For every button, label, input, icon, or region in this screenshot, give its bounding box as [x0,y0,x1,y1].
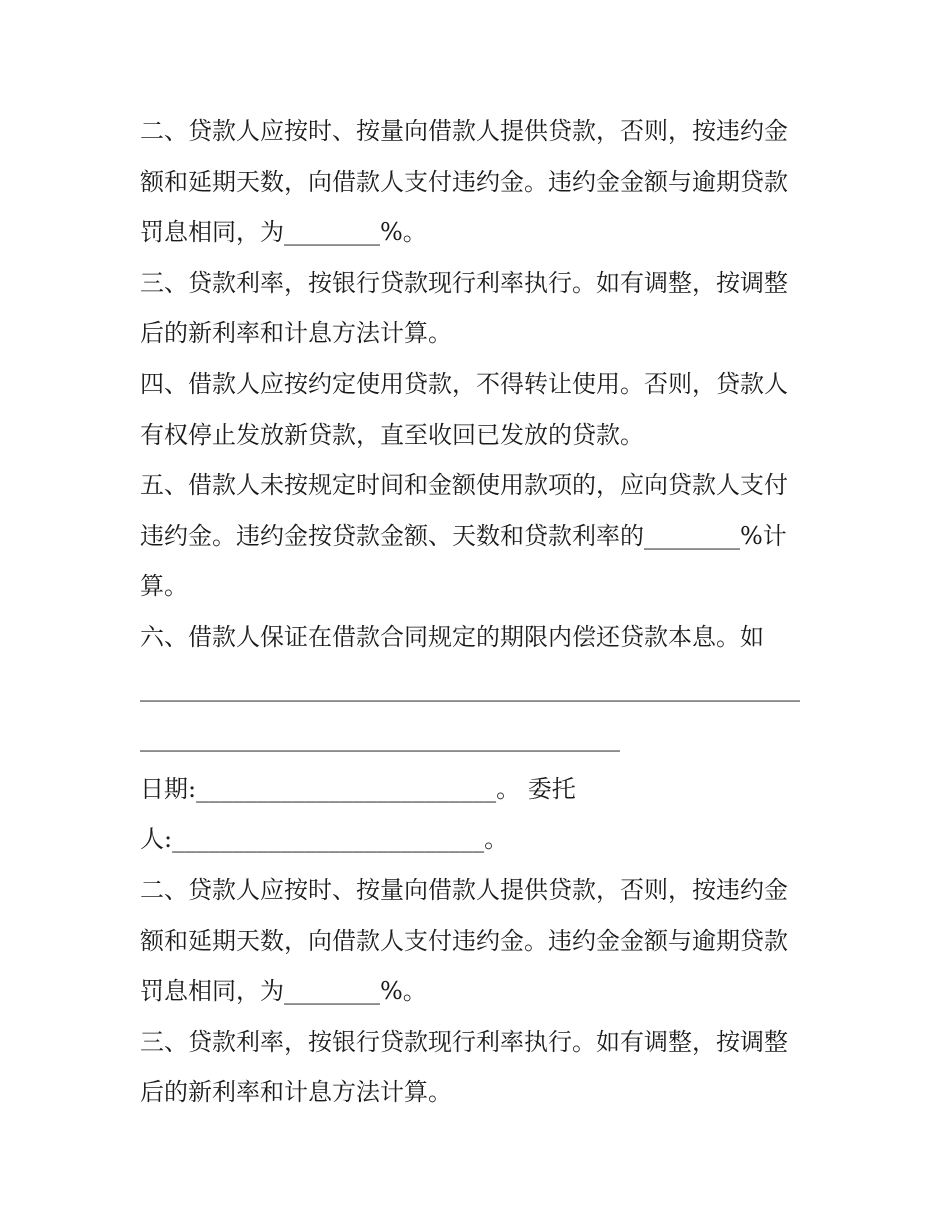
text-line: 六、借款人保证在借款合同规定的期限内偿还贷款本息。如 [140,622,764,651]
text-line: 三、贷款利率，按银行贷款现行利率执行。如有调整，按调整 [140,268,788,297]
text-line: 算。 [140,572,188,601]
text-line: 违约金。违约金按贷款金额、天数和贷款利率的________%计 [140,521,787,550]
text-line: 额和延期天数，向借款人支付违约金。违约金金额与逾期贷款 [140,167,788,196]
text-line: 后的新利率和计息方法计算。 [140,1078,452,1107]
text-line: 有权停止发放新贷款，直至收回已发放的贷款。 [140,420,644,449]
text-line: 额和延期天数，向借款人支付违约金。违约金金额与逾期贷款 [140,926,788,955]
text-line: 五、借款人未按规定时间和金额使用款项的，应向贷款人支付 [140,471,788,500]
text-line: 后的新利率和计息方法计算。 [140,319,452,348]
text-line: 三、贷款利率，按银行贷款现行利率执行。如有调整，按调整 [140,1027,788,1056]
date-line: 日期:_________________________。 委托 [140,774,576,803]
text-line: 罚息相同，为________%。 [140,218,427,247]
text-line: 罚息相同，为________%。 [140,977,427,1006]
blank-line: ________________________________________ [140,724,620,753]
text-line: 四、借款人应按约定使用贷款，不得转让使用。否则，贷款人 [140,369,788,398]
principal-line: 人:__________________________。 [140,825,509,854]
text-line: 二、贷款人应按时、按量向借款人提供贷款，否则，按违约金 [140,875,788,904]
text-line: 二、贷款人应按时、按量向借款人提供贷款，否则，按违约金 [140,117,788,145]
document-body [140,106,812,1118]
blank-line: _______________________________________________________ [140,673,800,702]
